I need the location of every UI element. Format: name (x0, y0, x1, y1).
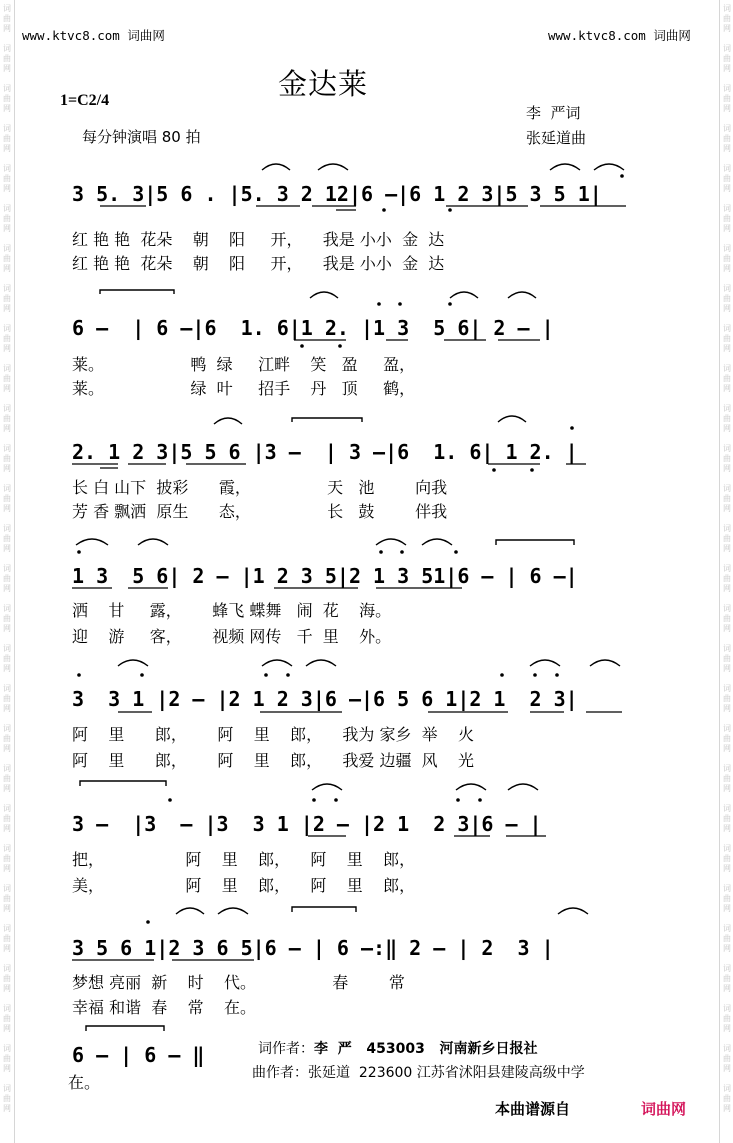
watermark-text: 词 曲 网 (723, 244, 731, 273)
slur-mark (590, 660, 620, 666)
watermark-text: 词 曲 网 (3, 44, 11, 73)
slur-mark (312, 784, 342, 790)
watermark-text: 词 曲 网 (723, 604, 731, 633)
watermark-text: 词 曲 网 (3, 564, 11, 593)
watermark-text: 词 曲 网 (3, 164, 11, 193)
tie-mark (292, 418, 362, 422)
lyric-row-7-verse-2: 幸福 和谐 春 常 在。 (72, 998, 256, 1017)
slur-mark (376, 539, 406, 545)
slur-mark (76, 539, 108, 545)
key-signature: 1=C2/4 (60, 92, 110, 109)
watermark-text: 词 曲 网 (723, 484, 731, 513)
lyric-row-6-verse-1: 把， 阿 里 郎， 阿 里 郎， (72, 850, 416, 869)
slur-mark (498, 416, 526, 422)
slur-mark (558, 908, 588, 914)
watermark-text: 词 曲 网 (3, 924, 11, 953)
tie-mark (496, 540, 574, 545)
lyric-row-3-verse-1: 长 白 山下 披彩 霞， 天 池 向我 (72, 478, 448, 497)
watermark-text: 词 曲 网 (723, 124, 731, 153)
lyric-row-5-verse-2: 阿 里 郎， 阿 里 郎， 我爱 边疆 风 光 (72, 751, 475, 770)
notation-row-3: 2. 1 2 3|5 5 6 |3 — | 3 —|6 1. 6| 1 2. | (72, 440, 578, 464)
watermark-text: 词 曲 网 (723, 84, 731, 113)
watermark-text: 词 曲 网 (723, 724, 731, 753)
slur-mark (530, 660, 560, 666)
lyric-row-4-verse-1: 洒 甘 露， 蜂飞 蝶舞 闹 花 海。 (72, 601, 392, 620)
slur-mark (262, 164, 290, 170)
watermark-text: 词 曲 网 (723, 164, 731, 193)
lyric-row-8-verse-1: 在。 (68, 1073, 101, 1092)
slur-mark (456, 784, 486, 790)
footer-composer: 曲作者：张延道 223600 江苏省沭阳县建陵高级中学 (252, 1065, 585, 1081)
slur-mark (422, 539, 452, 545)
watermark-text: 词 曲 网 (3, 204, 11, 233)
song-title: 金达莱 (278, 67, 369, 101)
source-brand-link[interactable]: 词曲网 (641, 1100, 687, 1118)
watermark-text: 词 曲 网 (3, 644, 11, 673)
notation-row-7: 3 5 6 1|2 3 6 5|6 — | 6 —:‖ 2 — | 2 3 | (72, 936, 554, 960)
lyric-row-7-verse-1: 梦想 亮丽 新 时 代。 春 常 (72, 973, 405, 992)
watermark-text: 词 曲 网 (723, 804, 731, 833)
watermark-text: 词 曲 网 (3, 1004, 11, 1033)
slur-mark (262, 660, 292, 666)
watermark-text: 词 曲 网 (3, 884, 11, 913)
watermark-text: 词 曲 网 (723, 644, 731, 673)
site-url-left[interactable]: www.ktvc8.com 词曲网 (22, 28, 165, 43)
lyric-row-5-verse-1: 阿 里 郎， 阿 里 郎， 我为 家乡 举 火 (72, 725, 475, 744)
watermark-text: 词 曲 网 (3, 604, 11, 633)
watermark-text: 词 曲 网 (723, 364, 731, 393)
watermark-text: 词 曲 网 (3, 364, 11, 393)
site-url-right[interactable]: www.ktvc8.com 词曲网 (548, 28, 691, 43)
notation-row-1: 3 5. 3|5 6 . |5. 3 2 12|6 —|6 1 2 3|5 3 5 1| (72, 182, 602, 206)
watermark-text: 词 曲 网 (723, 964, 731, 993)
slur-mark (138, 539, 168, 545)
composer-credit: 张延道曲 (526, 129, 587, 147)
watermark-text: 词 曲 网 (3, 684, 11, 713)
watermark-text: 词 曲 网 (723, 4, 731, 33)
slur-mark (214, 418, 242, 424)
watermark-text: 词 曲 网 (3, 524, 11, 553)
tie-mark (86, 1026, 164, 1031)
source-label: 本曲谱源自 (495, 1100, 571, 1118)
watermark-text: 词 曲 网 (723, 884, 731, 913)
watermark-text: 词 曲 网 (723, 1044, 731, 1073)
watermark-text: 词 曲 网 (3, 284, 11, 313)
watermark-text: 词 曲 网 (723, 1084, 731, 1113)
tie-mark (292, 907, 356, 912)
watermark-text: 词 曲 网 (723, 524, 731, 553)
watermark-text: 词 曲 网 (3, 484, 11, 513)
watermark-text: 词 曲 网 (3, 244, 11, 273)
watermark-text: 词 曲 网 (3, 84, 11, 113)
lyric-row-1-verse-2: 红 艳 艳 花朵 朝 阳 开， 我是 小小 金 达 (72, 254, 445, 273)
watermark-text: 词 曲 网 (723, 204, 731, 233)
watermark-text: 词 曲 网 (3, 1044, 11, 1073)
footer-lyricist-label: 词作者： (258, 1041, 314, 1057)
notation-row-6: 3 — |3 — |3 3 1 |2 — |2 1 2 3|6 — | (72, 812, 542, 836)
watermark-text: 词 曲 网 (3, 124, 11, 153)
slur-mark (118, 660, 148, 666)
watermark-text: 词 曲 网 (723, 684, 731, 713)
watermark-text: 词 曲 网 (3, 964, 11, 993)
slur-mark (310, 292, 338, 298)
watermark-text: 词 曲 网 (3, 764, 11, 793)
notation-row-8: 6 — | 6 — ‖ (72, 1043, 205, 1067)
watermark-text: 词 曲 网 (3, 444, 11, 473)
slur-mark (508, 784, 538, 790)
slur-mark (218, 908, 248, 914)
slur-mark (176, 908, 204, 914)
lyric-row-6-verse-2: 美， 阿 里 郎， 阿 里 郎， (72, 876, 416, 895)
lyric-row-3-verse-2: 芳 香 飘洒 原生 态， 长 鼓 伴我 (72, 502, 448, 521)
tie-mark (100, 290, 174, 294)
watermark-text: 词 曲 网 (723, 844, 731, 873)
watermark-text: 词 曲 网 (723, 764, 731, 793)
notation-row-4: 1 3 5 6| 2 — |1 2 3 5|2 1 3 51|6 — | 6 —| (72, 564, 578, 588)
slur-mark (508, 292, 536, 298)
watermark-text: 词 曲 网 (723, 44, 731, 73)
watermark-text: 词 曲 网 (723, 444, 731, 473)
watermark-text: 词 曲 网 (3, 4, 11, 33)
lyricist-credit: 李 严词 (526, 104, 581, 122)
slur-mark (450, 292, 478, 298)
watermark-text: 词 曲 网 (723, 284, 731, 313)
lyric-row-4-verse-2: 迎 游 客， 视频 网传 千 里 外。 (72, 627, 392, 646)
watermark-text: 词 曲 网 (3, 804, 11, 833)
watermark-text: 词 曲 网 (3, 1084, 11, 1113)
watermark-text: 词 曲 网 (3, 844, 11, 873)
watermark-text: 词 曲 网 (723, 404, 731, 433)
notation-row-5: 3 3 1 |2 — |2 1 2 3|6 —|6 5 6 1|2 1 2 3| (72, 687, 578, 711)
watermark-text: 词 曲 网 (723, 1004, 731, 1033)
footer-lyricist-detail: 李 严 453003 河南新乡日报社 (314, 1041, 538, 1057)
notation-row-2: 6 — | 6 —|6 1. 6|1 2. |1 3 5 6| 2 — | (72, 316, 554, 340)
watermark-text: 词 曲 网 (723, 564, 731, 593)
tempo-marking: 每分钟演唱 80 拍 (82, 128, 201, 146)
tie-mark (80, 781, 166, 786)
slur-mark (306, 660, 336, 666)
lyric-row-1-verse-1: 红 艳 艳 花朵 朝 阳 开， 我是 小小 金 达 (72, 230, 445, 249)
lyric-row-2-verse-1: 莱。 鸭 绿 江畔 笑 盈 盈， (72, 355, 416, 374)
watermark-text: 词 曲 网 (3, 724, 11, 753)
slur-mark (318, 164, 348, 170)
slur-mark (550, 164, 580, 170)
watermark-text: 词 曲 网 (3, 324, 11, 353)
watermark-text: 词 曲 网 (723, 924, 731, 953)
lyric-row-2-verse-2: 莱。 绿 叶 招手 丹 顶 鹤， (72, 379, 416, 398)
watermark-text: 词 曲 网 (723, 324, 731, 353)
slur-mark (594, 164, 624, 170)
watermark-text: 词 曲 网 (3, 404, 11, 433)
